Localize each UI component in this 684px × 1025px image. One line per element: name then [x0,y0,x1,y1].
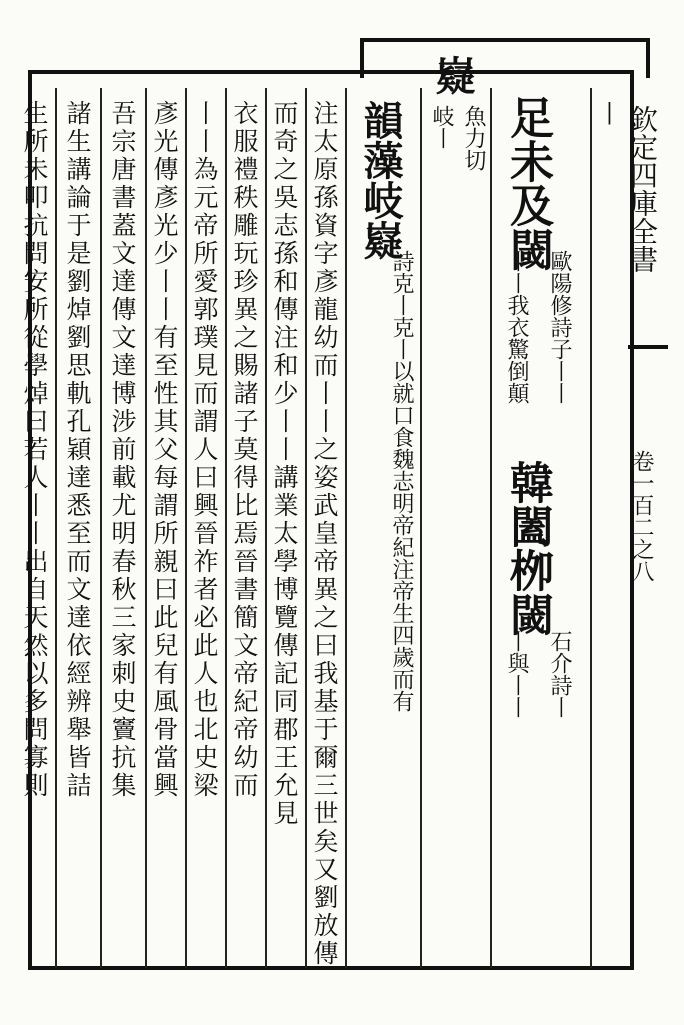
body-column: 生所未叩抗問安所從學焯曰若人丨丨出自天然以多問寡則 [20,100,49,800]
entry-citation: 丨丨我衣驚倒顛 [504,250,529,404]
entry-heading: 韓闔栁閾 [502,460,553,636]
column-rule [265,88,267,968]
column-rule [590,88,592,968]
column-rule [185,88,187,968]
entry-heading: 足未及閾 [502,95,553,271]
entry-text: 詩克丨克丨以就口食魏志明帝紀注帝生四歲而有 [389,250,414,712]
entry-citation: 石介詩丨 [547,630,572,718]
column-rule [345,88,347,968]
body-column: 而奇之吳志孫和傳注和少丨丨講業太學博覽傳記同郡王允見 [270,100,299,828]
column-rule [55,88,57,968]
body-column: 衣服禮秩雕玩珍異之賜諸子莫得比焉晉書簡文帝紀帝幼而 [230,100,259,800]
column-rule [145,88,147,968]
margin-volume: 卷一百二之八 [629,450,654,582]
margin-mark: | [597,100,622,125]
compound-word: 岐丨 [429,105,454,149]
column-rule [305,88,307,968]
column-rule [100,88,102,968]
margin-title: 欽定四庫全書 [626,105,659,273]
entry-citation: 丨與丨丨 [504,630,529,718]
body-column: 注太原孫資字彥龍幼而丨丨之姿武皇帝異之曰我基于爾三世矣又劉放傳 [310,100,339,968]
character-heading: 嶷 [429,55,476,95]
body-column: 彥光傳彥光少丨丨有至性其父每謂所親曰此兒有風骨當興 [150,100,179,800]
body-column: 諸生講論于是劉焯劉思軌孔穎達悉至而文達依經辨舉皆詰 [63,100,92,800]
column-rule [420,88,422,968]
body-column: 吾宗唐書蓋文達傳文達博涉前載尤明春秋三家刺史竇抗集 [108,100,137,800]
column-rule [490,88,492,968]
pronunciation: 魚力切 [461,105,486,171]
entry-citation: 歐陽修詩子丨丨 [547,250,572,404]
margin-rule [628,345,668,349]
body-column: 丨丨為元帝所愛郭璞見而謂人曰興晉祚者必此人也北史梁 [190,100,219,800]
section-heading: 韻藻岐嶷 [357,100,404,260]
column-rule [225,88,227,968]
